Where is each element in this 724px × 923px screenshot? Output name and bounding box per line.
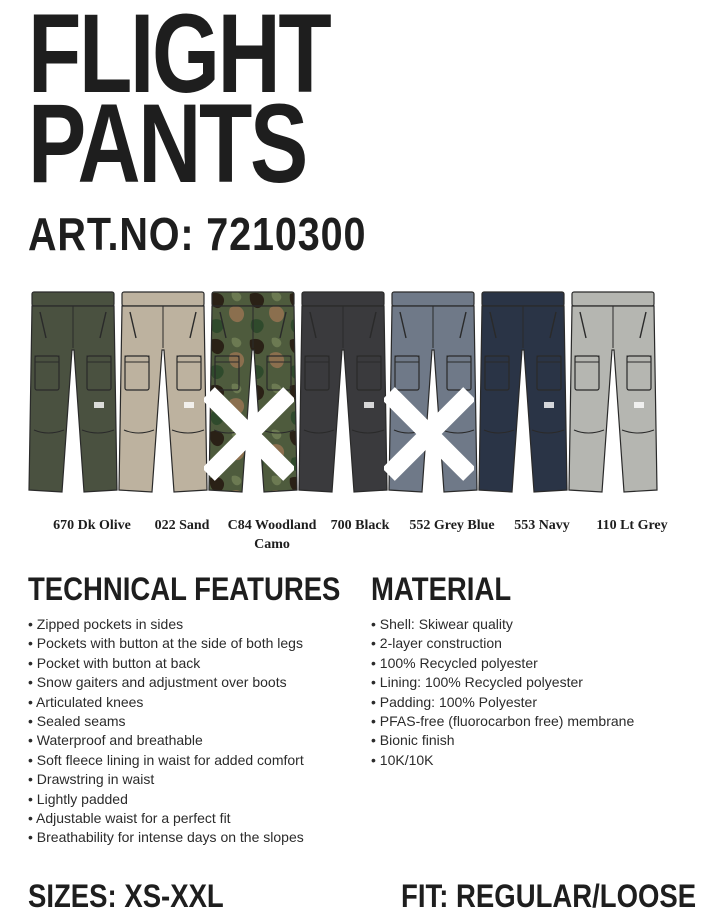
colorway-label: 022 Sand <box>154 518 210 533</box>
colorway-gallery <box>28 290 698 510</box>
pants-illustration <box>568 290 658 506</box>
feature-item: • Adjustable waist for a perfect fit <box>28 809 304 828</box>
feature-item: • Soft fleece lining in waist for added comfort <box>28 751 304 770</box>
unavailable-cross-icon <box>204 326 294 542</box>
article-number: ART.NO: 7210300 <box>28 208 367 260</box>
colorway-label: 670 Dk Olive <box>53 518 131 533</box>
feature-item: • Lightly padded <box>28 790 304 809</box>
feature-item: • Pockets with button at the side of both legs <box>28 634 304 653</box>
colorway-labels <box>0 516 724 560</box>
colorway-label: C84 Woodland Camo <box>227 518 317 552</box>
colorway-label: 552 Grey Blue <box>409 518 495 533</box>
colorway-label: 110 Lt Grey <box>596 518 668 533</box>
material-item: • PFAS-free (fluorocarbon free) membrane <box>371 712 634 731</box>
product-title-line2: PANTS <box>28 81 306 206</box>
material-item: • 10K/10K <box>371 751 634 770</box>
pants-drawing <box>298 290 388 506</box>
pants-illustration <box>118 290 208 506</box>
colorway-label: 700 Black <box>330 518 390 533</box>
feature-item: • Articulated knees <box>28 693 304 712</box>
pants-illustration <box>208 290 298 506</box>
pants-illustration <box>28 290 118 506</box>
pants-drawing <box>118 290 208 506</box>
feature-item: • Zipped pockets in sides <box>28 615 304 634</box>
feature-item: • Snow gaiters and adjustment over boots <box>28 673 304 692</box>
unavailable-cross-icon <box>384 326 474 542</box>
feature-item: • Sealed seams <box>28 712 304 731</box>
product-title-line1: FLIGHT <box>28 0 330 116</box>
material-item: • Lining: 100% Recycled polyester <box>371 673 634 692</box>
material-item: • Padding: 100% Polyester <box>371 693 634 712</box>
feature-item: • Waterproof and breathable <box>28 731 304 750</box>
pants-illustration <box>298 290 388 506</box>
pants-illustration <box>478 290 568 506</box>
pants-illustration <box>388 290 478 506</box>
material-list <box>371 615 634 770</box>
pants-drawing <box>28 290 118 506</box>
material-item: • 100% Recycled polyester <box>371 654 634 673</box>
feature-item: • Pocket with button at back <box>28 654 304 673</box>
feature-item: • Breathability for intense days on the slopes <box>28 828 304 847</box>
material-item: • Bionic finish <box>371 731 634 750</box>
colorway-label: 553 Navy <box>514 518 570 533</box>
technical-features-list <box>28 615 304 848</box>
pants-drawing <box>478 290 568 506</box>
feature-item: • Drawstring in waist <box>28 770 304 789</box>
technical-features-heading: TECHNICAL FEATURES <box>28 571 341 607</box>
sizes-label: SIZES: XS-XXL <box>28 878 224 914</box>
material-item: • Shell: Skiwear quality <box>371 615 634 634</box>
material-heading: MATERIAL <box>371 571 512 607</box>
fit-label: FIT: REGULAR/LOOSE <box>400 878 696 914</box>
material-item: • 2-layer construction <box>371 634 634 653</box>
pants-drawing <box>568 290 658 506</box>
